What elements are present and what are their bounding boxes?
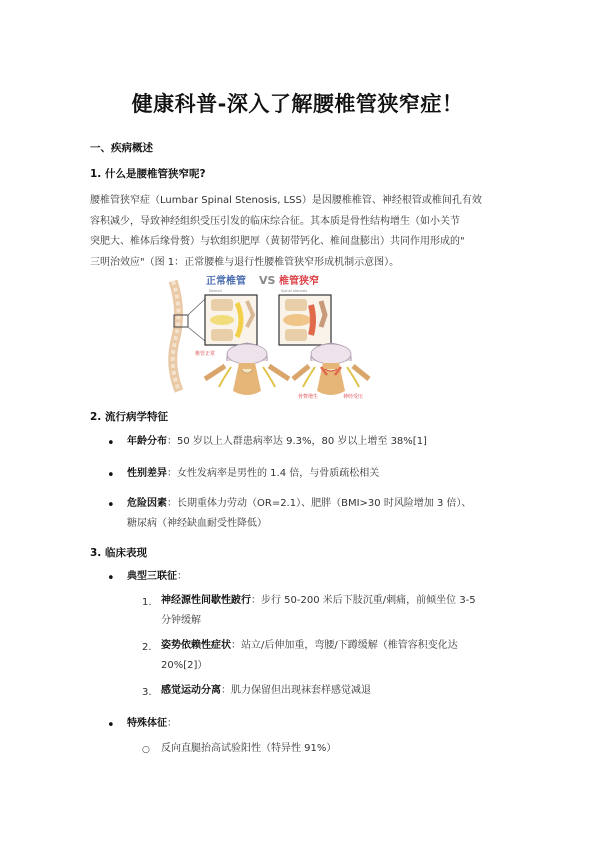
item-label: 年龄分布	[127, 436, 167, 447]
label-stenosis: 椎管狭窄	[279, 276, 319, 287]
list-item-special-signs: 特殊体征：	[127, 718, 177, 729]
item-text-line2: 20%[2]）	[161, 660, 208, 671]
item-label: 特殊体征	[127, 718, 167, 729]
paragraph-line: 三明治效应"（图 1：正常腰椎与退行性腰椎管狭窄形成机制示意图）。	[90, 256, 400, 268]
circle-bullet: ○	[142, 745, 150, 755]
item-text: ：女性发病率是男性的 1.4 倍，与骨质疏松相关	[167, 468, 380, 479]
bullet-dot: •	[107, 498, 115, 513]
page-title: 健康科普-深入了解腰椎管狭窄症！	[131, 92, 464, 116]
item-text-line2: 糖尿病（神经缺血耐受性降低）	[127, 518, 267, 529]
list-number: 2.	[142, 642, 152, 653]
list-item-triad: 典型三联征：	[127, 571, 187, 582]
list-item-gender	[127, 464, 517, 484]
label-canal-normal: 椎管正常	[195, 351, 216, 357]
list-item-risk	[127, 494, 517, 534]
label-normal-en: Normal	[209, 289, 222, 293]
item-text: ：步行 50-200 米后下肢沉重/刺痛，前倾坐位 3-5	[251, 595, 476, 606]
item-label: 危险因素	[127, 498, 167, 509]
item-label: 姿势依赖性症状	[161, 640, 231, 651]
label-nerve-compressed: 神经受压	[343, 394, 364, 400]
paragraph-line: 腰椎管狭窄症（Lumbar Spinal Stenosis, LSS）是因腰椎椎管、神经根管或椎间孔有效	[90, 195, 482, 206]
subheading-what-is: 1. 什么是腰椎管狭窄呢?	[90, 168, 206, 180]
bullet-dot: •	[107, 436, 115, 451]
section-heading-overview: 一、疾病概述	[90, 142, 153, 154]
numbered-item-sensory	[161, 681, 516, 701]
paragraph-line: 突肥大、椎体后缘骨赘）与软组织肥厚（黄韧带钙化、椎间盘膨出）共同作用形成的"	[90, 236, 465, 247]
stenosis-zoom-box	[279, 295, 331, 345]
label-stenosis-en: Spinal stenosis	[281, 289, 308, 293]
label-normal-canal: 正常椎管	[206, 276, 246, 287]
bullet-dot: •	[107, 468, 115, 483]
item-label: 性别差异	[127, 468, 167, 479]
spine-comparison-figure	[165, 271, 375, 403]
item-text: ：站立/后伸加重，弯腰/下蹲缓解（椎管容积变化达	[231, 640, 458, 651]
subheading-epidemiology: 2. 流行病学特征	[90, 411, 168, 423]
label-bone-spur: 骨赘增生	[298, 394, 319, 400]
list-item-age	[127, 432, 517, 452]
paragraph-line: 容积减少，导致神经组织受压引发的临床综合征。其本质是骨性结构增生（如小关节	[90, 215, 460, 227]
list-number: 1.	[142, 597, 152, 608]
definition-paragraph	[90, 191, 510, 273]
item-text-line2: 分钟缓解	[161, 615, 201, 626]
list-number: 3.	[142, 687, 152, 698]
sub-item-slr-test: 反向直腿抬高试验阳性（特异性 91%）	[161, 743, 337, 754]
numbered-item-posture	[161, 636, 516, 676]
subheading-clinical: 3. 临床表现	[90, 547, 147, 559]
item-text: ：肌力保留但出现袜套样感觉减退	[221, 685, 371, 696]
item-label: 感觉运动分离	[161, 685, 221, 696]
item-label: 典型三联征	[127, 571, 177, 582]
label-vs: VS	[259, 274, 276, 287]
item-label: 神经源性间歇性跛行	[161, 595, 251, 606]
item-text: ：50 岁以上人群患病率达 9.3%，80 岁以上增至 38%[1]	[167, 436, 427, 447]
bullet-dot: •	[107, 571, 115, 586]
item-text: ：长期重体力劳动（OR=2.1）、肥胖（BMI>30 时风险增加 3 倍）、	[167, 498, 472, 509]
numbered-item-claudication	[161, 591, 516, 631]
bullet-dot: •	[107, 718, 115, 733]
normal-zoom-box	[205, 295, 257, 345]
